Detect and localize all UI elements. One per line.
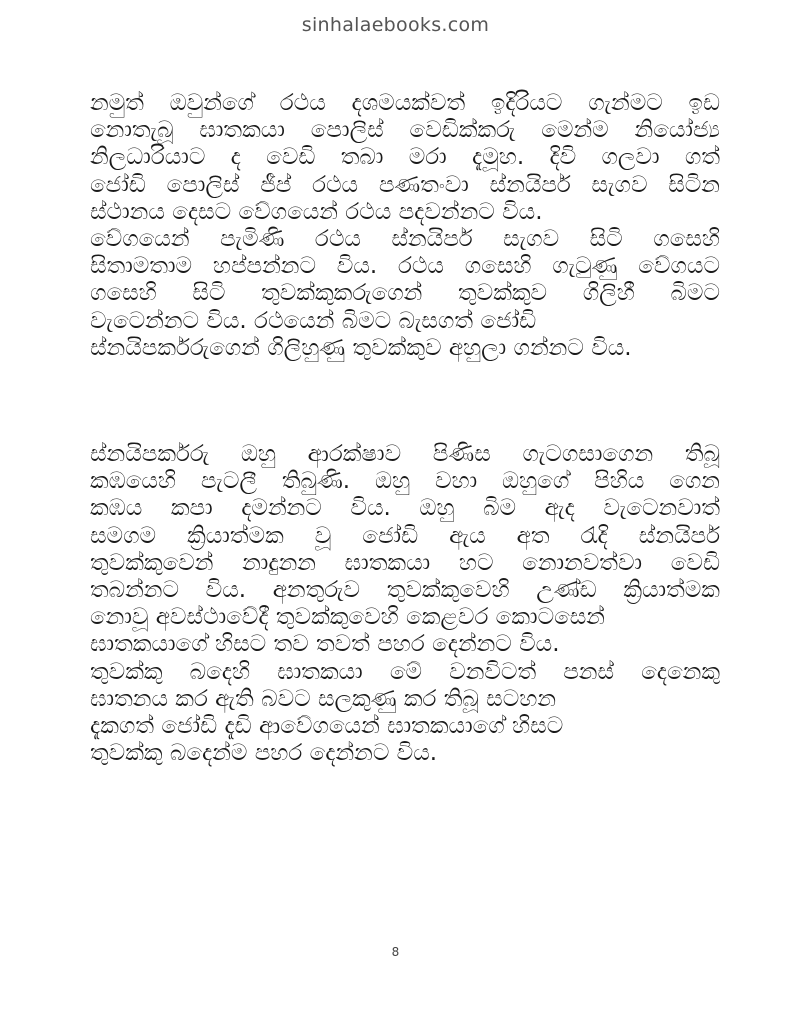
text-line: සිතාමතාම හප්පන්නට විය. රථය ගසෙහි ගැටුණු වේගයට	[90, 253, 720, 280]
text-line: ඝාතනය කර ඇති බවට සලකුණු කර තිබූ සටහන	[90, 685, 557, 712]
text-line: තුවක්කු බදෙහි ඝාතකයා මේ වනවිටත් පනස් දෙනෙකු	[90, 658, 720, 685]
text-line: ජෝඩි පොලිස් ජීප් රථය පණතංවා ස්නයිපර් සැගව සිටින	[90, 171, 720, 198]
text-line: කඹයෙහි පැටලී තිබුණි. ඔහු වහා ඔහුගේ පිහිය ගෙන	[90, 468, 720, 495]
page-body	[90, 90, 720, 767]
paragraph-spacer	[90, 362, 720, 441]
text-line: නිලධාරියාට ද වෙඩි තබා මරා දැමූහ. දිවි ගලවා ගත්	[90, 144, 720, 171]
site-watermark-header: sinhalaebooks.com	[301, 14, 490, 36]
text-line: ස්ථානය දෙසට වේගයෙන් රථය පදවන්නට විය.	[90, 198, 543, 225]
page-number: 8	[391, 945, 400, 959]
text-line: වැටෙන්නට විය. රථයෙන් බිමට බැසගත් ජෝඩි	[90, 307, 537, 334]
text-line: දැකගත් ජෝඩි දැඩි ආවේගයෙන් ඝාතකයාගේ හිසට	[90, 713, 564, 740]
text-line: නොවූ අවස්ථාවේදී තුවක්කුවෙහි කෙළවර කොටසෙන්	[90, 604, 605, 631]
paragraph-1	[90, 90, 720, 362]
text-line: සමගම ක්‍රියාත්මක වූ ජෝඩි ඇය අත රැදි ස්නයිපර්	[90, 522, 720, 549]
text-line: කඹය කපා දමන්නට විය. ඔහු බිම ඇද වැටෙනවාත්	[90, 495, 720, 522]
text-line: ස්නයිපර්කරු ඔහු ආරක්ෂාව පිණිස ගැටගසාගෙන තිබූ	[90, 441, 720, 468]
text-line: තුවක්කු බදෙන්ම පහර දෙන්නට විය.	[90, 740, 438, 767]
text-line: වේගයෙන් පැමිණි රථය ස්නයිපර් සැගව සිටි ගසෙහි	[90, 226, 720, 253]
text-line: ගසෙහි සිටි තුවක්කුකරුගෙන් තුවක්කුව ගිලිහී බිමට	[90, 280, 720, 307]
paragraph-2	[90, 441, 720, 767]
text-line: තබන්නට විය. අනතුරුව තුවක්කුවෙහි උණ්ඩ ක්‍රියාත්මක	[90, 577, 720, 604]
text-line: නමුත් ඔවුන්ගේ රථය දශමයක්වත් ඉදිරියට ගැන්මට ඉඩ	[90, 90, 720, 116]
text-line: ඝාතකයාගේ හිසට තව තවත් පහර දෙන්නට විය.	[90, 631, 560, 658]
text-line: තුවක්කුවෙන් නාදුනන ඝාතකයා හට නොනවත්වා වෙඩි	[90, 549, 720, 576]
text-line: ස්නයිපර්කරුගෙන් ගිලිහුණු තුවක්කුව අහුලා ගන්නට විය.	[90, 334, 632, 361]
text-line: නොතැබූ ඝාතකයා පොලිස් වෙඩික්කරු මෙන්ම නියෝජ්‍ය	[90, 117, 720, 144]
